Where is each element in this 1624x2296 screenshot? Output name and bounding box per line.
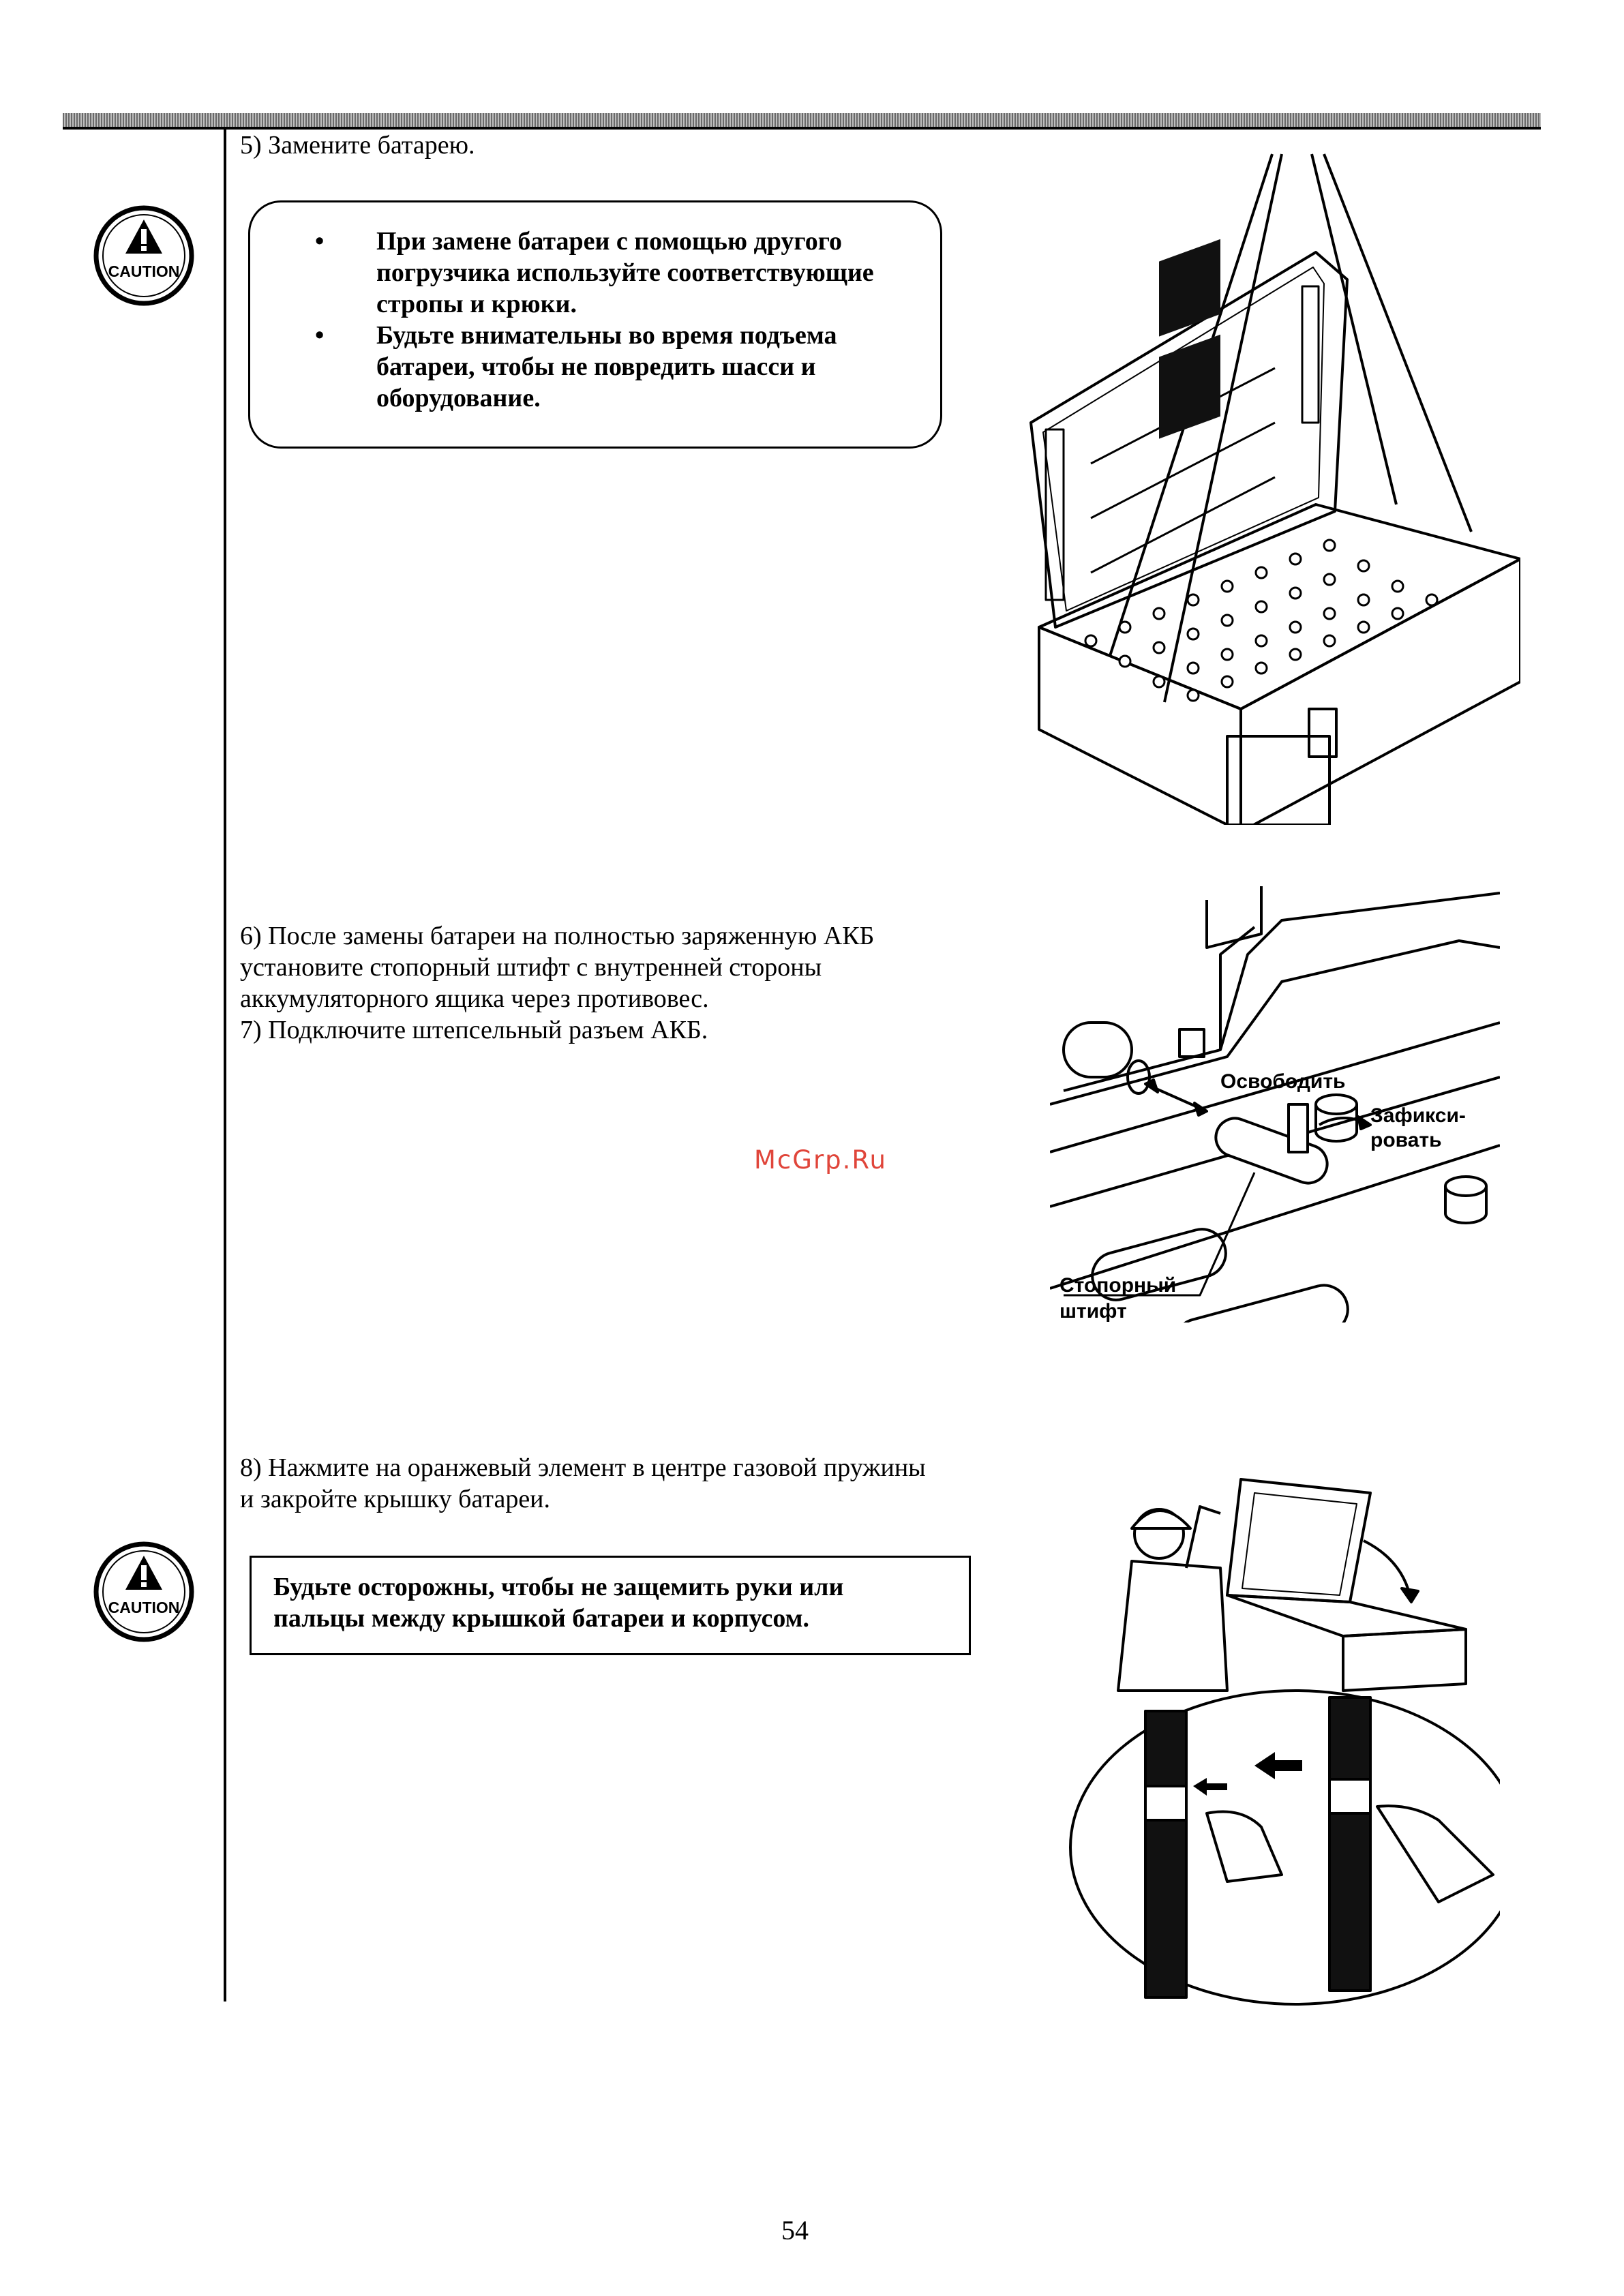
caution-box-lifting xyxy=(248,200,942,449)
svg-text:CAUTION: CAUTION xyxy=(108,262,180,280)
step-8-text xyxy=(240,1452,990,1515)
step-5-text: 5) Замените батарею. xyxy=(240,131,475,160)
watermark: McGrp.Ru xyxy=(754,1145,887,1175)
caution-item: • При замене батареи с помощью другого погрузчика используйте соответствующие стропы и крюки. xyxy=(315,226,901,320)
closing-lid-illustration xyxy=(1057,1466,1500,2011)
svg-text:CAUTION: CAUTION xyxy=(108,1599,180,1616)
left-column-rule xyxy=(224,127,226,2002)
top-rule xyxy=(63,113,1541,130)
label-fix-line2: ровать xyxy=(1370,1129,1442,1151)
step-6-line: установите стопорный штифт с внутренней стороны xyxy=(240,953,822,982)
label-release: Освободить xyxy=(1220,1070,1346,1093)
battery-lifting-illustration xyxy=(1016,150,1520,825)
step-8-line: и закройте крышку батареи. xyxy=(240,1485,551,1513)
caution-icon xyxy=(93,205,195,307)
label-fix-line1: Зафикси- xyxy=(1370,1104,1466,1127)
caution-icon xyxy=(93,1541,195,1643)
caution-box-pinch xyxy=(250,1556,971,1655)
caution-line: пальцы между крышкой батареи и корпусом. xyxy=(273,1604,810,1633)
step-6-line: 6) После замены батареи на полностью заряженную АКБ xyxy=(240,922,875,950)
stopper-pin-illustration xyxy=(1050,886,1500,1323)
step-6-line: аккумуляторного ящика через противовес. xyxy=(240,984,709,1013)
label-pin-line2: штифт xyxy=(1059,1300,1127,1323)
page-number: 54 xyxy=(781,2215,809,2246)
step-6-text xyxy=(240,920,976,1046)
step-8-line: 8) Нажмите на оранжевый элемент в центре газовой пружины xyxy=(240,1453,926,1482)
caution-item: • Будьте внимательны во время подъема батареи, чтобы не повредить шасси и оборудование. xyxy=(315,320,901,414)
label-pin-line1: Стопорный xyxy=(1059,1274,1177,1297)
caution-line: Будьте осторожны, чтобы не защемить руки или xyxy=(273,1573,844,1601)
step-7-text: 7) Подключите штепсельный разъем АКБ. xyxy=(240,1016,708,1044)
